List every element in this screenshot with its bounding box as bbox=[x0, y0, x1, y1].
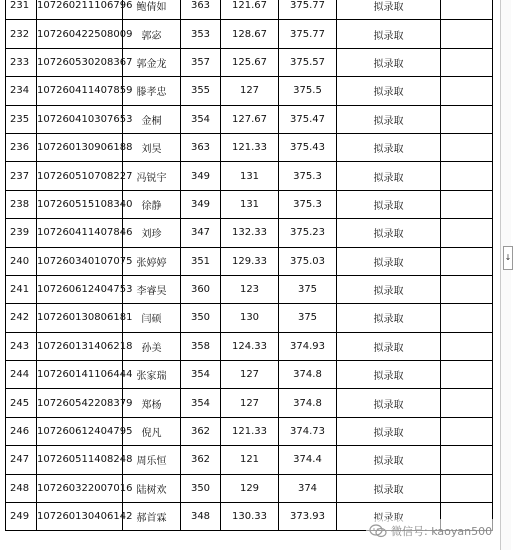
initial-score: 355 bbox=[181, 77, 221, 105]
admission-status: 拟录取 bbox=[337, 162, 441, 190]
notes-cell bbox=[441, 48, 493, 76]
table-row bbox=[6, 389, 493, 417]
candidate-name: 徐静 bbox=[123, 190, 181, 218]
candidate-name: 倪凡 bbox=[123, 417, 181, 445]
table-body bbox=[6, 0, 493, 531]
retest-score: 121.33 bbox=[221, 133, 279, 161]
row-index: 232 bbox=[6, 20, 37, 48]
notes-cell bbox=[441, 219, 493, 247]
candidate-id: 107260511408248 bbox=[37, 446, 123, 474]
retest-score: 125.67 bbox=[221, 48, 279, 76]
candidate-name: 刘昊 bbox=[123, 133, 181, 161]
admission-status: 拟录取 bbox=[337, 0, 441, 20]
watermark-text: 微信号: kaoyan500 bbox=[391, 525, 493, 538]
notes-cell bbox=[441, 474, 493, 502]
notes-cell bbox=[441, 389, 493, 417]
candidate-name: 鲍倩如 bbox=[123, 0, 181, 20]
candidate-id: 107260340107075 bbox=[37, 247, 123, 275]
candidate-id: 107260612404753 bbox=[37, 275, 123, 303]
candidate-id: 107260542208379 bbox=[37, 389, 123, 417]
row-index: 249 bbox=[6, 503, 37, 531]
notes-cell bbox=[441, 361, 493, 389]
initial-score: 362 bbox=[181, 417, 221, 445]
row-index: 233 bbox=[6, 48, 37, 76]
candidate-id: 107260131406218 bbox=[37, 332, 123, 360]
table-row bbox=[6, 446, 493, 474]
retest-score: 130 bbox=[221, 304, 279, 332]
row-index: 244 bbox=[6, 361, 37, 389]
row-index: 237 bbox=[6, 162, 37, 190]
initial-score: 354 bbox=[181, 361, 221, 389]
notes-cell bbox=[441, 417, 493, 445]
notes-cell bbox=[441, 0, 493, 20]
expand-handle[interactable]: ↓ bbox=[503, 246, 513, 270]
total-score: 375 bbox=[279, 275, 337, 303]
candidate-id: 107260515108340 bbox=[37, 190, 123, 218]
retest-score: 121.67 bbox=[221, 0, 279, 20]
total-score: 375.23 bbox=[279, 219, 337, 247]
table-row bbox=[6, 133, 493, 161]
total-score: 375.5 bbox=[279, 77, 337, 105]
retest-score: 130.33 bbox=[221, 503, 279, 531]
notes-cell bbox=[441, 20, 493, 48]
table-row bbox=[6, 332, 493, 360]
initial-score: 350 bbox=[181, 474, 221, 502]
table-row bbox=[6, 77, 493, 105]
table-row bbox=[6, 474, 493, 502]
total-score: 375.57 bbox=[279, 48, 337, 76]
candidate-name: 刘珍 bbox=[123, 219, 181, 247]
admission-table bbox=[5, 0, 493, 531]
table-row bbox=[6, 247, 493, 275]
notes-cell bbox=[441, 304, 493, 332]
candidate-name: 张家瑞 bbox=[123, 361, 181, 389]
candidate-id: 107260211106796 bbox=[37, 0, 123, 20]
initial-score: 347 bbox=[181, 219, 221, 247]
candidate-name: 冯锐宇 bbox=[123, 162, 181, 190]
admission-status: 拟录取 bbox=[337, 77, 441, 105]
row-index: 248 bbox=[6, 474, 37, 502]
candidate-name: 郭宓 bbox=[123, 20, 181, 48]
retest-score: 121 bbox=[221, 446, 279, 474]
retest-score: 129 bbox=[221, 474, 279, 502]
total-score: 374.8 bbox=[279, 389, 337, 417]
retest-score: 123 bbox=[221, 275, 279, 303]
notes-cell bbox=[441, 446, 493, 474]
initial-score: 358 bbox=[181, 332, 221, 360]
admission-status: 拟录取 bbox=[337, 304, 441, 332]
total-score: 375.47 bbox=[279, 105, 337, 133]
initial-score: 349 bbox=[181, 162, 221, 190]
candidate-name: 滕孝忠 bbox=[123, 77, 181, 105]
candidate-name: 张婷婷 bbox=[123, 247, 181, 275]
row-index: 240 bbox=[6, 247, 37, 275]
total-score: 375.43 bbox=[279, 133, 337, 161]
retest-score: 131 bbox=[221, 190, 279, 218]
candidate-name: 郑杨 bbox=[123, 389, 181, 417]
retest-score: 127 bbox=[221, 77, 279, 105]
row-index: 235 bbox=[6, 105, 37, 133]
total-score: 375 bbox=[279, 304, 337, 332]
candidate-id: 107260510708227 bbox=[37, 162, 123, 190]
retest-score: 127 bbox=[221, 361, 279, 389]
notes-cell bbox=[441, 332, 493, 360]
table-row bbox=[6, 361, 493, 389]
total-score: 375.03 bbox=[279, 247, 337, 275]
row-index: 234 bbox=[6, 77, 37, 105]
initial-score: 353 bbox=[181, 20, 221, 48]
initial-score: 363 bbox=[181, 0, 221, 20]
admission-status: 拟录取 bbox=[337, 332, 441, 360]
initial-score: 354 bbox=[181, 105, 221, 133]
notes-cell bbox=[441, 77, 493, 105]
table-row bbox=[6, 304, 493, 332]
candidate-id: 107260130906188 bbox=[37, 133, 123, 161]
total-score: 374.73 bbox=[279, 417, 337, 445]
admission-status: 拟录取 bbox=[337, 133, 441, 161]
candidate-name: 李睿昊 bbox=[123, 275, 181, 303]
watermark bbox=[366, 519, 495, 543]
admission-table-container bbox=[5, 0, 492, 550]
initial-score: 360 bbox=[181, 275, 221, 303]
notes-cell bbox=[441, 247, 493, 275]
wechat-icon bbox=[369, 524, 387, 538]
row-index: 245 bbox=[6, 389, 37, 417]
notes-cell bbox=[441, 275, 493, 303]
candidate-id: 107260130406142 bbox=[37, 503, 123, 531]
row-index: 246 bbox=[6, 417, 37, 445]
notes-cell bbox=[441, 105, 493, 133]
retest-score: 129.33 bbox=[221, 247, 279, 275]
row-index: 231 bbox=[6, 0, 37, 20]
initial-score: 354 bbox=[181, 389, 221, 417]
candidate-id: 107260410307653 bbox=[37, 105, 123, 133]
retest-score: 121.33 bbox=[221, 417, 279, 445]
table-row bbox=[6, 219, 493, 247]
total-score: 375.77 bbox=[279, 20, 337, 48]
row-index: 241 bbox=[6, 275, 37, 303]
admission-status: 拟录取 bbox=[337, 48, 441, 76]
candidate-name: 郝首霖 bbox=[123, 503, 181, 531]
table-row bbox=[6, 275, 493, 303]
retest-score: 132.33 bbox=[221, 219, 279, 247]
retest-score: 127.67 bbox=[221, 105, 279, 133]
candidate-name: 周乐恒 bbox=[123, 446, 181, 474]
notes-cell bbox=[441, 162, 493, 190]
side-panel-edge bbox=[500, 0, 511, 550]
admission-status: 拟录取 bbox=[337, 190, 441, 218]
total-score: 374.93 bbox=[279, 332, 337, 360]
initial-score: 351 bbox=[181, 247, 221, 275]
total-score: 374.4 bbox=[279, 446, 337, 474]
admission-status: 拟录取 bbox=[337, 474, 441, 502]
total-score: 374.8 bbox=[279, 361, 337, 389]
initial-score: 349 bbox=[181, 190, 221, 218]
retest-score: 124.33 bbox=[221, 332, 279, 360]
table-row bbox=[6, 190, 493, 218]
candidate-id: 107260141106444 bbox=[37, 361, 123, 389]
table-row bbox=[6, 105, 493, 133]
notes-cell bbox=[441, 133, 493, 161]
row-index: 239 bbox=[6, 219, 37, 247]
initial-score: 348 bbox=[181, 503, 221, 531]
candidate-id: 107260130806181 bbox=[37, 304, 123, 332]
table-row bbox=[6, 0, 493, 20]
row-index: 247 bbox=[6, 446, 37, 474]
admission-status: 拟录取 bbox=[337, 417, 441, 445]
candidate-id: 107260411407846 bbox=[37, 219, 123, 247]
table-row bbox=[6, 417, 493, 445]
initial-score: 350 bbox=[181, 304, 221, 332]
total-score: 375.3 bbox=[279, 162, 337, 190]
candidate-id: 107260530208367 bbox=[37, 48, 123, 76]
total-score: 375.77 bbox=[279, 0, 337, 20]
notes-cell bbox=[441, 190, 493, 218]
candidate-name: 金桐 bbox=[123, 105, 181, 133]
retest-score: 127 bbox=[221, 389, 279, 417]
candidate-name: 郭金龙 bbox=[123, 48, 181, 76]
table-row bbox=[6, 20, 493, 48]
candidate-id: 107260322007016 bbox=[37, 474, 123, 502]
admission-status: 拟录取 bbox=[337, 389, 441, 417]
admission-status: 拟录取 bbox=[337, 275, 441, 303]
candidate-name: 孙美 bbox=[123, 332, 181, 360]
initial-score: 362 bbox=[181, 446, 221, 474]
candidate-id: 107260411407859 bbox=[37, 77, 123, 105]
initial-score: 357 bbox=[181, 48, 221, 76]
row-index: 236 bbox=[6, 133, 37, 161]
candidate-name: 闫硕 bbox=[123, 304, 181, 332]
admission-status: 拟录取 bbox=[337, 361, 441, 389]
table-row bbox=[6, 48, 493, 76]
total-score: 373.93 bbox=[279, 503, 337, 531]
admission-status: 拟录取 bbox=[337, 446, 441, 474]
admission-status: 拟录取 bbox=[337, 247, 441, 275]
row-index: 243 bbox=[6, 332, 37, 360]
initial-score: 363 bbox=[181, 133, 221, 161]
admission-status: 拟录取 bbox=[337, 219, 441, 247]
retest-score: 131 bbox=[221, 162, 279, 190]
candidate-name: 陆树欢 bbox=[123, 474, 181, 502]
table-row bbox=[6, 162, 493, 190]
candidate-id: 107260422508009 bbox=[37, 20, 123, 48]
row-index: 238 bbox=[6, 190, 37, 218]
retest-score: 128.67 bbox=[221, 20, 279, 48]
total-score: 374 bbox=[279, 474, 337, 502]
candidate-id: 107260612404795 bbox=[37, 417, 123, 445]
admission-status: 拟录取 bbox=[337, 20, 441, 48]
total-score: 375.3 bbox=[279, 190, 337, 218]
row-index: 242 bbox=[6, 304, 37, 332]
admission-status: 拟录取 bbox=[337, 105, 441, 133]
